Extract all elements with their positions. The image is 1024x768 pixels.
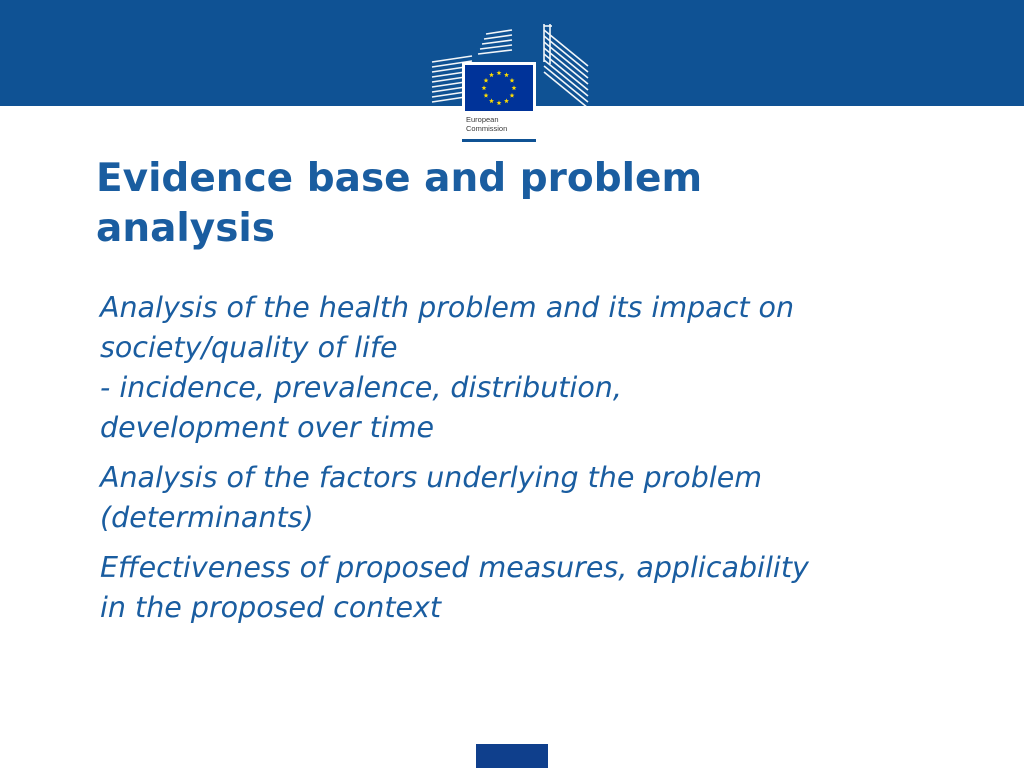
text-line: society/quality of life [100,331,398,364]
bullet-item-2 [100,458,980,538]
eu-flag-icon [476,744,548,768]
title-line-1: Evidence base and problem [96,156,703,201]
text-line: Analysis of the health problem and its impact on [100,291,795,324]
text-line: (determinants) [100,501,314,534]
slide-title [96,154,856,254]
logo-text-european: European [466,115,499,124]
text-line: Effectiveness of proposed measures, applicability [100,551,809,584]
text-line: development over time [100,411,435,444]
text-line: in the proposed context [100,591,442,624]
european-commission-logo [428,22,596,144]
logo-text-commission: Commission [466,124,508,133]
text-line: Analysis of the factors underlying the problem [100,461,763,494]
slide-body [100,288,980,638]
bullet-item-1 [100,288,980,448]
bullet-item-3 [100,548,980,628]
title-line-2: analysis [96,206,275,251]
text-line: - incidence, prevalence, distribution, [100,371,622,404]
